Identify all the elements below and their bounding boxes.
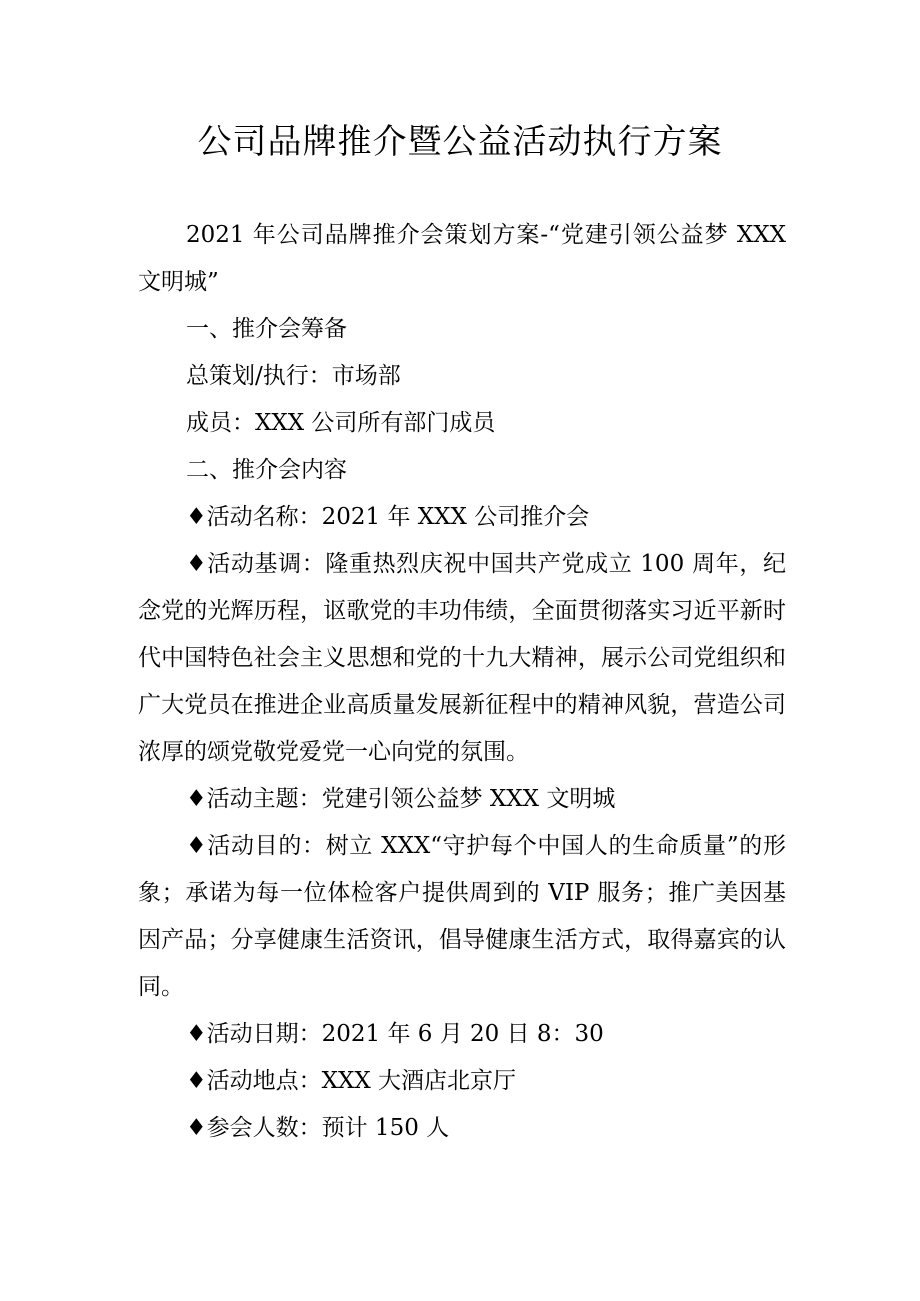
section-heading-content: 二、推介会内容 [186, 457, 347, 483]
document-title: 公司品牌推介暨公益活动执行方案 [197, 122, 723, 162]
paragraph-planner: 总策划/执行：市场部 [186, 363, 401, 389]
list-item-event-venue: ♦活动地点：XXX 大酒店北京厅 [186, 1068, 517, 1094]
section-heading-preparation: 一、推介会筹备 [186, 316, 347, 342]
list-item-event-tone: ♦活动基调：隆重热烈庆祝中国共产党成立 100 周年，纪念党的光辉历程，讴歌党的丰功伟绩，全面贯彻落实习近平新时代中国特色社会主义思想和党的十九大精神，展示公司党组织和广大党员在推进企业高质量发展新征程中的精神风貌，营造公司浓厚的颂党敬党爱党一心向党的氛围。 [138, 551, 786, 765]
list-item-attendance: ♦参会人数：预计 150 人 [186, 1115, 450, 1141]
list-item-event-theme: ♦活动主题：党建引领公益梦 XXX 文明城 [186, 786, 616, 812]
document-body [138, 212, 786, 1152]
list-item-event-date: ♦活动日期：2021 年 6 月 20 日 8：30 [186, 1021, 604, 1047]
paragraph-members: 成员：XXX 公司所有部门成员 [186, 410, 496, 436]
list-item-event-name: ♦活动名称：2021 年 XXX 公司推介会 [186, 504, 590, 530]
list-item-event-purpose: ♦活动目的：树立 XXX“守护每个中国人的生命质量”的形象；承诺为每一位体检客户提供周到的 VIP 服务；推广美因基因产品；分享健康生活资讯，倡导健康生活方式，取得嘉宾的认同。 [138, 833, 786, 1000]
paragraph-heading-plan: 2021 年公司品牌推介会策划方案-“党建引领公益梦 XXX 文明城” [138, 222, 786, 295]
